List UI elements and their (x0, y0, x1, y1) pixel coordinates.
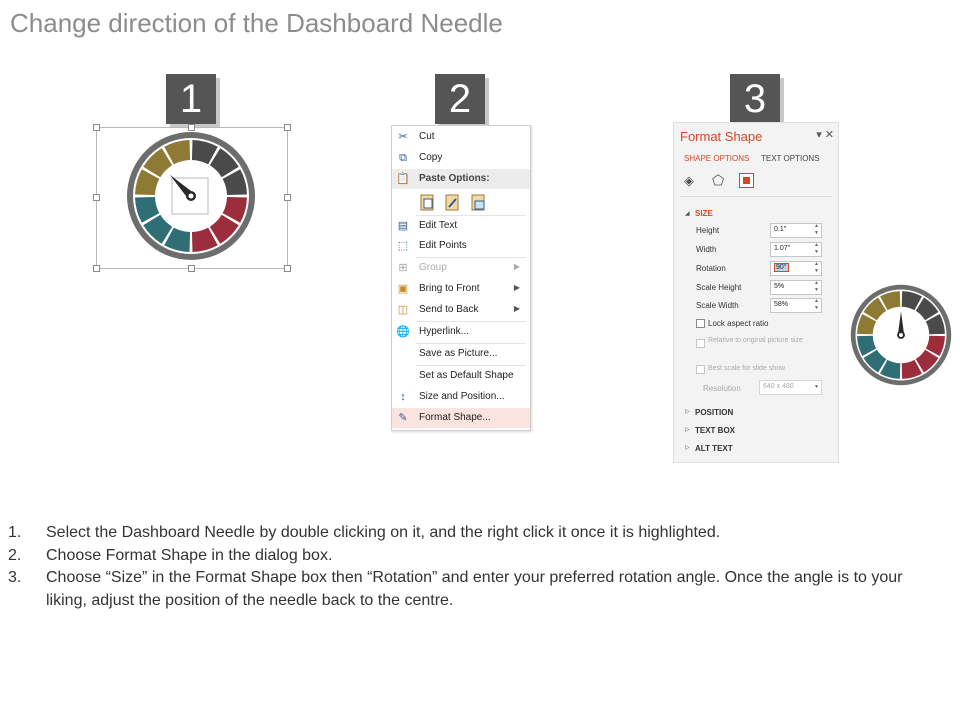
section-alt-text[interactable]: ALT TEXT (695, 444, 733, 453)
pane-title: Format Shape (680, 129, 763, 144)
slide-title: Change direction of the Dashboard Needle (10, 8, 503, 38)
step-badge-3: 3 (730, 74, 780, 124)
spinner-arrows-icon[interactable]: ▲ ▼ (814, 242, 819, 255)
width-value: 1.07" (774, 245, 791, 252)
menu-item-save-as-picture[interactable] (392, 344, 530, 364)
relative-original-label: Relative to original picture size (708, 337, 803, 344)
menu-item-group (392, 258, 530, 278)
paste-icon: 📋 (396, 173, 410, 185)
format-shape-pane (673, 122, 839, 463)
height-input[interactable] (770, 223, 822, 238)
submenu-arrow-icon: ▶ (513, 262, 520, 271)
section-position[interactable]: POSITION (695, 408, 734, 417)
group-icon: ⊞ (398, 262, 408, 274)
height-label: Height (696, 226, 720, 235)
menu-item-label: Save as Picture... (419, 348, 498, 359)
instruction-number: 1. (8, 524, 22, 541)
resize-handle[interactable] (93, 194, 100, 201)
resolution-select (759, 380, 822, 395)
copy-icon: ⧉ (399, 152, 407, 164)
instruction-item (8, 522, 938, 545)
menu-item-size-and-position[interactable] (392, 387, 530, 407)
spinner-arrows-icon[interactable]: ▲ ▼ (814, 298, 819, 311)
menu-item-edit-points[interactable] (392, 236, 530, 256)
paste-picture-icon[interactable] (470, 193, 486, 211)
scale-width-input[interactable] (770, 298, 822, 313)
resize-handle[interactable] (188, 124, 195, 131)
scale-height-label: Scale Height (696, 283, 742, 292)
send-to-back-icon: ◫ (397, 304, 409, 316)
tab-shape-options[interactable]: SHAPE OPTIONS (684, 154, 750, 163)
best-scale-label: Best scale for slide show (708, 365, 786, 372)
resize-handle[interactable] (93, 124, 100, 131)
dashboard-gauge[interactable] (126, 131, 256, 261)
pane-divider (680, 196, 832, 197)
submenu-arrow-icon: ▶ (513, 283, 520, 292)
spinner-arrows-icon[interactable]: ▲ ▼ (814, 261, 819, 274)
menu-item-label: Cut (419, 131, 435, 142)
menu-item-send-to-back[interactable] (392, 300, 530, 320)
menu-item-copy[interactable] (392, 148, 530, 168)
resize-handle[interactable] (93, 265, 100, 272)
resize-handle[interactable] (188, 265, 195, 272)
best-scale-checkbox (696, 365, 705, 374)
height-value: 0.1" (774, 226, 787, 233)
instruction-number: 2. (8, 546, 22, 564)
resolution-label: Resolution (703, 384, 741, 393)
menu-item-paste-options (392, 169, 530, 189)
menu-item-format-shape[interactable] (392, 408, 530, 428)
scale-width-label: Scale Width (696, 301, 739, 310)
context-menu (391, 125, 531, 431)
menu-item-bring-to-front[interactable] (392, 279, 530, 299)
resize-handle[interactable] (284, 194, 291, 201)
hyperlink-icon: 🌐 (396, 326, 410, 338)
menu-item-label: Edit Text (419, 220, 458, 231)
needle-hub-center (189, 194, 194, 199)
expand-arrow-icon[interactable]: ▷ (685, 427, 690, 433)
instruction-number: 3. (8, 569, 22, 586)
needle-hub-center (899, 333, 903, 337)
expand-arrow-icon[interactable]: ▷ (685, 445, 690, 451)
step-badge-2: 2 (435, 74, 485, 124)
width-label: Width (696, 245, 717, 254)
rotation-value: 90° (776, 264, 787, 271)
menu-item-cut[interactable] (392, 127, 530, 147)
menu-item-label: Paste Options: (419, 173, 490, 184)
size-position-icon: ↕ (400, 391, 406, 403)
width-input[interactable] (770, 242, 822, 257)
edit-text-icon: ▤ (397, 220, 409, 232)
menu-item-label: Edit Points (419, 240, 467, 251)
resolution-value: 640 x 480 (763, 383, 794, 390)
menu-item-label: Format Shape... (419, 412, 491, 423)
section-size[interactable]: SIZE (695, 209, 713, 218)
size-properties-icon[interactable] (739, 173, 754, 188)
effects-pentagon-icon[interactable]: ⬠ (712, 172, 725, 188)
instruction-text: Choose “Size” in the Format Shape box then “Rotation” and enter your preferred rotation angle. Once the angle is to your liking, adjust the position of the needle back to the centre. (46, 569, 903, 609)
paste-merge-formatting-icon[interactable] (444, 193, 460, 211)
menu-item-label: Set as Default Shape (419, 370, 514, 381)
menu-item-set-default-shape[interactable] (392, 366, 530, 386)
collapse-arrow-icon[interactable]: ◢ (685, 211, 690, 217)
lock-aspect-checkbox[interactable] (696, 319, 705, 328)
tab-text-options[interactable]: TEXT OPTIONS (761, 154, 820, 163)
resize-handle[interactable] (284, 265, 291, 272)
instruction-text: Select the Dashboard Needle by double clicking on it, and the right click it once it is highlighted. (46, 524, 721, 541)
spinner-arrows-icon[interactable]: ▲ ▼ (814, 223, 819, 236)
relative-original-checkbox (696, 339, 705, 348)
fill-line-icon[interactable]: ◈ (684, 173, 694, 188)
menu-item-label: Copy (419, 152, 443, 163)
scale-height-input[interactable] (770, 280, 822, 295)
close-icon[interactable]: ▾ ✕ (816, 129, 834, 141)
rotation-label: Rotation (696, 264, 726, 273)
scale-height-value: 5% (774, 283, 785, 290)
menu-item-label: Size and Position... (419, 391, 505, 402)
instruction-text: Choose Format Shape in the dialog box. (46, 546, 333, 564)
step-badge-1: 1 (166, 74, 216, 124)
menu-item-label: Send to Back (419, 304, 479, 315)
lock-aspect-label: Lock aspect ratio (708, 319, 769, 328)
expand-arrow-icon[interactable]: ▷ (685, 409, 690, 415)
instruction-item (8, 567, 938, 612)
menu-item-label: Bring to Front (419, 283, 480, 294)
instruction-list (8, 522, 938, 612)
scissors-icon: ✂ (398, 131, 408, 143)
bring-to-front-icon: ▣ (397, 283, 409, 295)
chevron-down-icon: ▼ (814, 384, 819, 390)
menu-item-label: Hyperlink... (419, 326, 470, 337)
edit-points-icon: ⬚ (397, 240, 409, 252)
spinner-arrows-icon[interactable]: ▲ ▼ (814, 280, 819, 293)
instruction-item (8, 545, 938, 568)
resize-handle[interactable] (284, 124, 291, 131)
rotation-input[interactable] (770, 261, 822, 276)
menu-item-label: Group (419, 262, 447, 273)
dashboard-gauge-rotated[interactable] (850, 284, 952, 386)
menu-item-edit-text[interactable] (392, 216, 530, 236)
scale-width-value: 58% (774, 301, 789, 308)
format-shape-icon: ✎ (398, 412, 408, 424)
submenu-arrow-icon: ▶ (513, 304, 520, 313)
menu-item-hyperlink[interactable] (392, 322, 530, 342)
section-text-box[interactable]: TEXT BOX (695, 426, 736, 435)
paste-keep-formatting-icon[interactable] (419, 193, 435, 211)
